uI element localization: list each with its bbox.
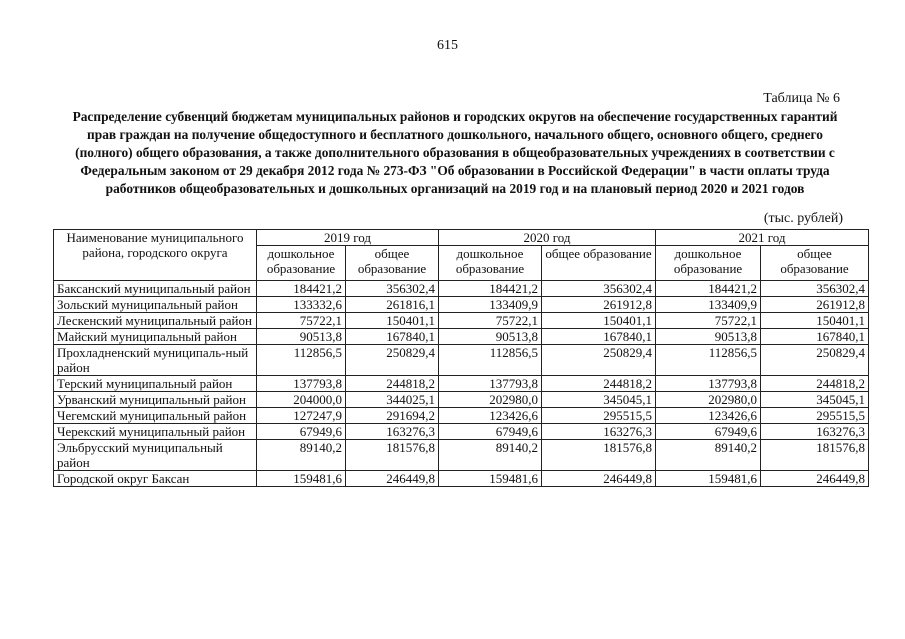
- year-header-2020: 2020 год: [439, 230, 656, 246]
- value-cell: 167840,1: [346, 329, 439, 345]
- value-cell: 163276,3: [542, 424, 656, 440]
- value-cell: 90513,8: [656, 329, 761, 345]
- value-cell: 89140,2: [656, 440, 761, 471]
- value-cell: 181576,8: [542, 440, 656, 471]
- value-cell: 150401,1: [346, 313, 439, 329]
- value-cell: 112856,5: [656, 345, 761, 376]
- value-cell: 167840,1: [761, 329, 869, 345]
- value-cell: 181576,8: [346, 440, 439, 471]
- value-cell: 127247,9: [257, 408, 346, 424]
- value-cell: 137793,8: [656, 376, 761, 392]
- value-cell: 184421,2: [257, 281, 346, 297]
- value-cell: 75722,1: [257, 313, 346, 329]
- value-cell: 345045,1: [542, 392, 656, 408]
- value-cell: 133409,9: [439, 297, 542, 313]
- district-name: Урванский муниципальный район: [54, 392, 257, 408]
- value-cell: 163276,3: [346, 424, 439, 440]
- year-header-2019: 2019 год: [257, 230, 439, 246]
- value-cell: 295515,5: [542, 408, 656, 424]
- value-cell: 75722,1: [439, 313, 542, 329]
- table-row: [54, 313, 869, 329]
- district-name: Лескенский муниципальный район: [54, 313, 257, 329]
- value-cell: 137793,8: [439, 376, 542, 392]
- value-cell: 133409,9: [656, 297, 761, 313]
- value-cell: 244818,2: [761, 376, 869, 392]
- table-row: [54, 424, 869, 440]
- district-name: Майский муниципальный район: [54, 329, 257, 345]
- value-cell: 90513,8: [439, 329, 542, 345]
- general-header: общее образование: [761, 246, 869, 281]
- value-cell: 89140,2: [257, 440, 346, 471]
- value-cell: 159481,6: [439, 471, 542, 487]
- table-row: [54, 281, 869, 297]
- value-cell: 250829,4: [542, 345, 656, 376]
- general-header: общее образование: [542, 246, 656, 281]
- value-cell: 246449,8: [542, 471, 656, 487]
- value-cell: 133332,6: [257, 297, 346, 313]
- table-row: [54, 345, 869, 376]
- value-cell: 67949,6: [439, 424, 542, 440]
- document-title: Распределение субвенций бюджетам муниципальных районов и городских округов на обеспечение государственных гарантий прав граждан на получение общедоступного и бесплатного дошкольного, начального общего, основного общего, среднего (полного) общего образования, а также дополнительного образования в общеобразовательных учреждениях в соответствии с Федеральным законом от 29 декабря 2012 года № 273-ФЗ "Об образовании в Российской Федерации" в части оплаты труда работников общеобразовательных и дошкольных организаций на 2019 год и на плановый период 2020 и 2021 годов: [72, 109, 838, 196]
- value-cell: 356302,4: [761, 281, 869, 297]
- year-header-2021: 2021 год: [656, 230, 869, 246]
- value-cell: 150401,1: [761, 313, 869, 329]
- district-name: Прохладненский муниципаль-ный район: [54, 345, 257, 376]
- district-name: Городской округ Баксан: [54, 471, 257, 487]
- general-header: общее образование: [346, 246, 439, 281]
- table-row: [54, 392, 869, 408]
- value-cell: 356302,4: [346, 281, 439, 297]
- table-row: [54, 408, 869, 424]
- district-name: Зольский муниципальный район: [54, 297, 257, 313]
- value-cell: 89140,2: [439, 440, 542, 471]
- table-row: [54, 471, 869, 487]
- value-cell: 75722,1: [656, 313, 761, 329]
- table-row: [54, 440, 869, 471]
- value-cell: 167840,1: [542, 329, 656, 345]
- value-cell: 202980,0: [656, 392, 761, 408]
- value-cell: 123426,6: [439, 408, 542, 424]
- value-cell: 184421,2: [439, 281, 542, 297]
- preschool-header: дошкольное образование: [257, 246, 346, 281]
- value-cell: 204000,0: [257, 392, 346, 408]
- value-cell: 246449,8: [761, 471, 869, 487]
- value-cell: 163276,3: [761, 424, 869, 440]
- value-cell: 291694,2: [346, 408, 439, 424]
- district-name: Баксанский муниципальный район: [54, 281, 257, 297]
- table-row: [54, 329, 869, 345]
- value-cell: 137793,8: [257, 376, 346, 392]
- value-cell: 112856,5: [257, 345, 346, 376]
- value-cell: 295515,5: [761, 408, 869, 424]
- district-name: Терский муниципальный район: [54, 376, 257, 392]
- value-cell: 184421,2: [656, 281, 761, 297]
- district-name: Чегемский муниципальный район: [54, 408, 257, 424]
- page-number: 615: [437, 38, 458, 53]
- units-label: (тыс. рублей): [763, 211, 843, 226]
- value-cell: 250829,4: [346, 345, 439, 376]
- value-cell: 261912,8: [761, 297, 869, 313]
- value-cell: 261912,8: [542, 297, 656, 313]
- value-cell: 344025,1: [346, 392, 439, 408]
- value-cell: 123426,6: [656, 408, 761, 424]
- table-label: Таблица № 6: [763, 91, 840, 106]
- value-cell: 244818,2: [346, 376, 439, 392]
- value-cell: 244818,2: [542, 376, 656, 392]
- district-name: Эльбрусский муниципальный район: [54, 440, 257, 471]
- value-cell: 202980,0: [439, 392, 542, 408]
- value-cell: 261816,1: [346, 297, 439, 313]
- value-cell: 345045,1: [761, 392, 869, 408]
- value-cell: 150401,1: [542, 313, 656, 329]
- value-cell: 181576,8: [761, 440, 869, 471]
- value-cell: 67949,6: [257, 424, 346, 440]
- name-column-header: Наименование муниципального района, городского округа: [54, 230, 257, 281]
- value-cell: 250829,4: [761, 345, 869, 376]
- district-name: Черекский муниципальный район: [54, 424, 257, 440]
- table-row: [54, 297, 869, 313]
- preschool-header: дошкольное образование: [439, 246, 542, 281]
- value-cell: 67949,6: [656, 424, 761, 440]
- preschool-header: дошкольное образование: [656, 246, 761, 281]
- value-cell: 159481,6: [656, 471, 761, 487]
- table-row: [54, 376, 869, 392]
- value-cell: 246449,8: [346, 471, 439, 487]
- value-cell: 112856,5: [439, 345, 542, 376]
- value-cell: 90513,8: [257, 329, 346, 345]
- value-cell: 356302,4: [542, 281, 656, 297]
- subvention-table: [53, 229, 869, 487]
- value-cell: 159481,6: [257, 471, 346, 487]
